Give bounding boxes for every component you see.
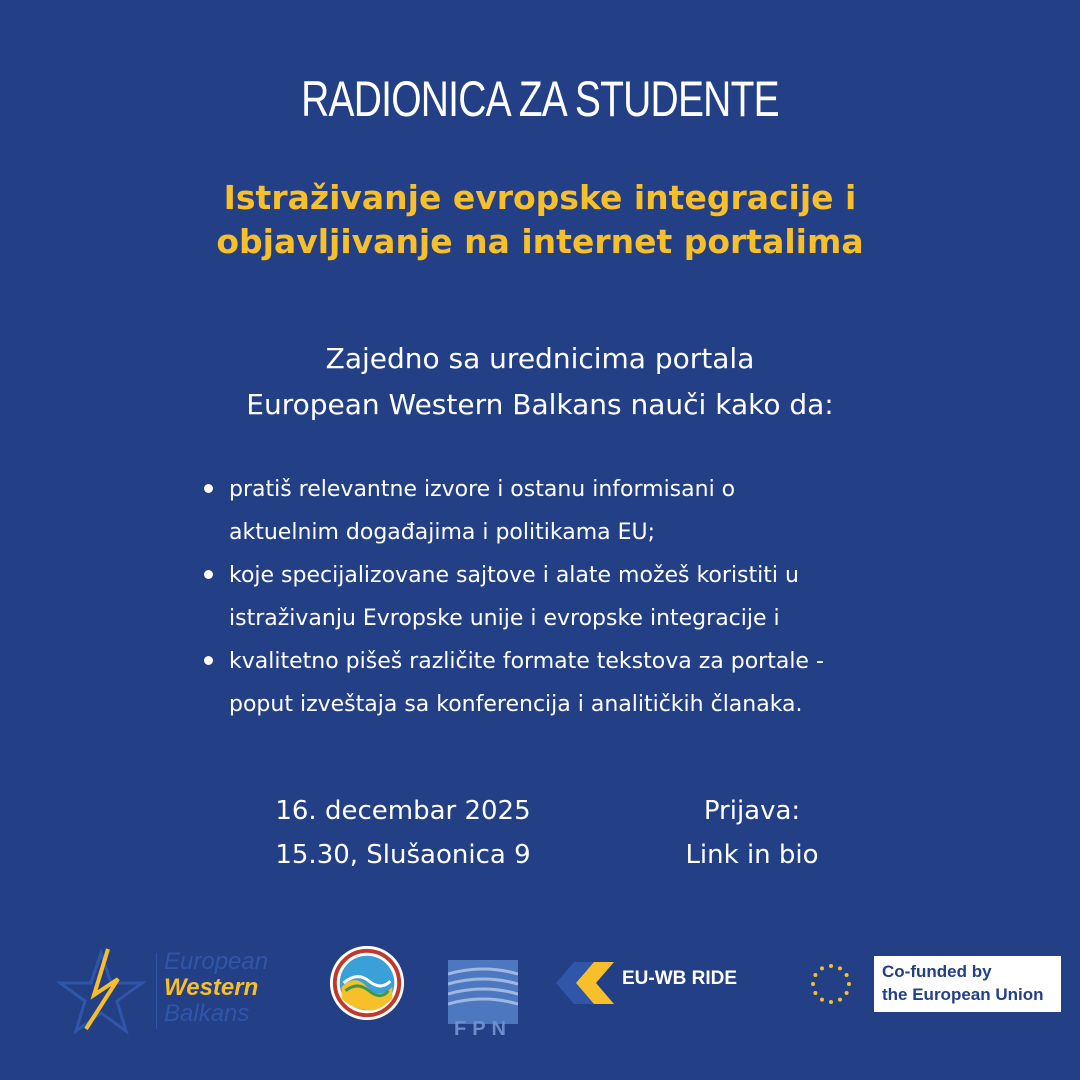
eu-line-2: the European Union — [882, 985, 1044, 1004]
bullet-line: poput izveštaja sa konferencija i analitičkih članaka. — [229, 692, 803, 717]
page-title: RADIONICA ZA STUDENTE — [301, 71, 779, 127]
registration-info — [602, 789, 902, 877]
registration-label: Prijava: — [703, 796, 801, 826]
ewb-line-1: European — [164, 948, 269, 975]
bullet-line: aktuelnim događajima i politikama EU; — [229, 520, 656, 545]
subtitle-line-2: objavljivanje na internet portalima — [216, 222, 864, 261]
ewb-line-2: Western — [164, 974, 259, 1001]
bullet-list — [200, 468, 960, 726]
event-time-place: 15.30, Slušaonica 9 — [275, 840, 531, 870]
list-item — [200, 640, 960, 726]
intro-text — [0, 336, 1080, 428]
divider — [156, 953, 157, 1029]
event-details — [203, 789, 603, 877]
list-item — [200, 554, 960, 640]
star-icon — [56, 945, 146, 1035]
ewb-logo — [56, 945, 296, 1035]
ewb-line-3: Balkans — [164, 1000, 250, 1027]
eu-line-1: Co-funded by — [882, 962, 992, 981]
bullet-line: kvalitetno pišeš različite formate tekstova za portale - — [229, 649, 824, 674]
university-seal-icon — [328, 944, 406, 1022]
partner-logos — [0, 940, 1080, 1050]
registration-link[interactable]: Link in bio — [685, 840, 819, 870]
eu-flag-icon — [788, 956, 874, 1012]
bullet-line: istraživanju Evropske unije i evropske integracije i — [229, 606, 780, 631]
ewb-logo-text — [164, 949, 268, 1027]
eu-cofunded-logo — [788, 956, 1061, 1012]
subtitle-line-1: Istraživanje evropske integracije i — [223, 178, 857, 217]
intro-line-2: European Western Balkans nauči kako da: — [246, 388, 834, 421]
bullet-line: koje specijalizovane sajtove i alate možeš koristiti u — [229, 563, 799, 588]
intro-line-1: Zajedno sa urednicima portala — [325, 342, 755, 375]
fpn-label: FPN — [454, 1018, 512, 1040]
eu-text — [882, 960, 1044, 1006]
subtitle — [0, 176, 1080, 264]
event-date: 16. decembar 2025 — [275, 796, 531, 826]
list-item — [200, 468, 960, 554]
ride-label: EU-WB RIDE — [622, 968, 738, 989]
bullet-line: pratiš relevantne izvore i ostanu informisani o — [229, 477, 736, 502]
